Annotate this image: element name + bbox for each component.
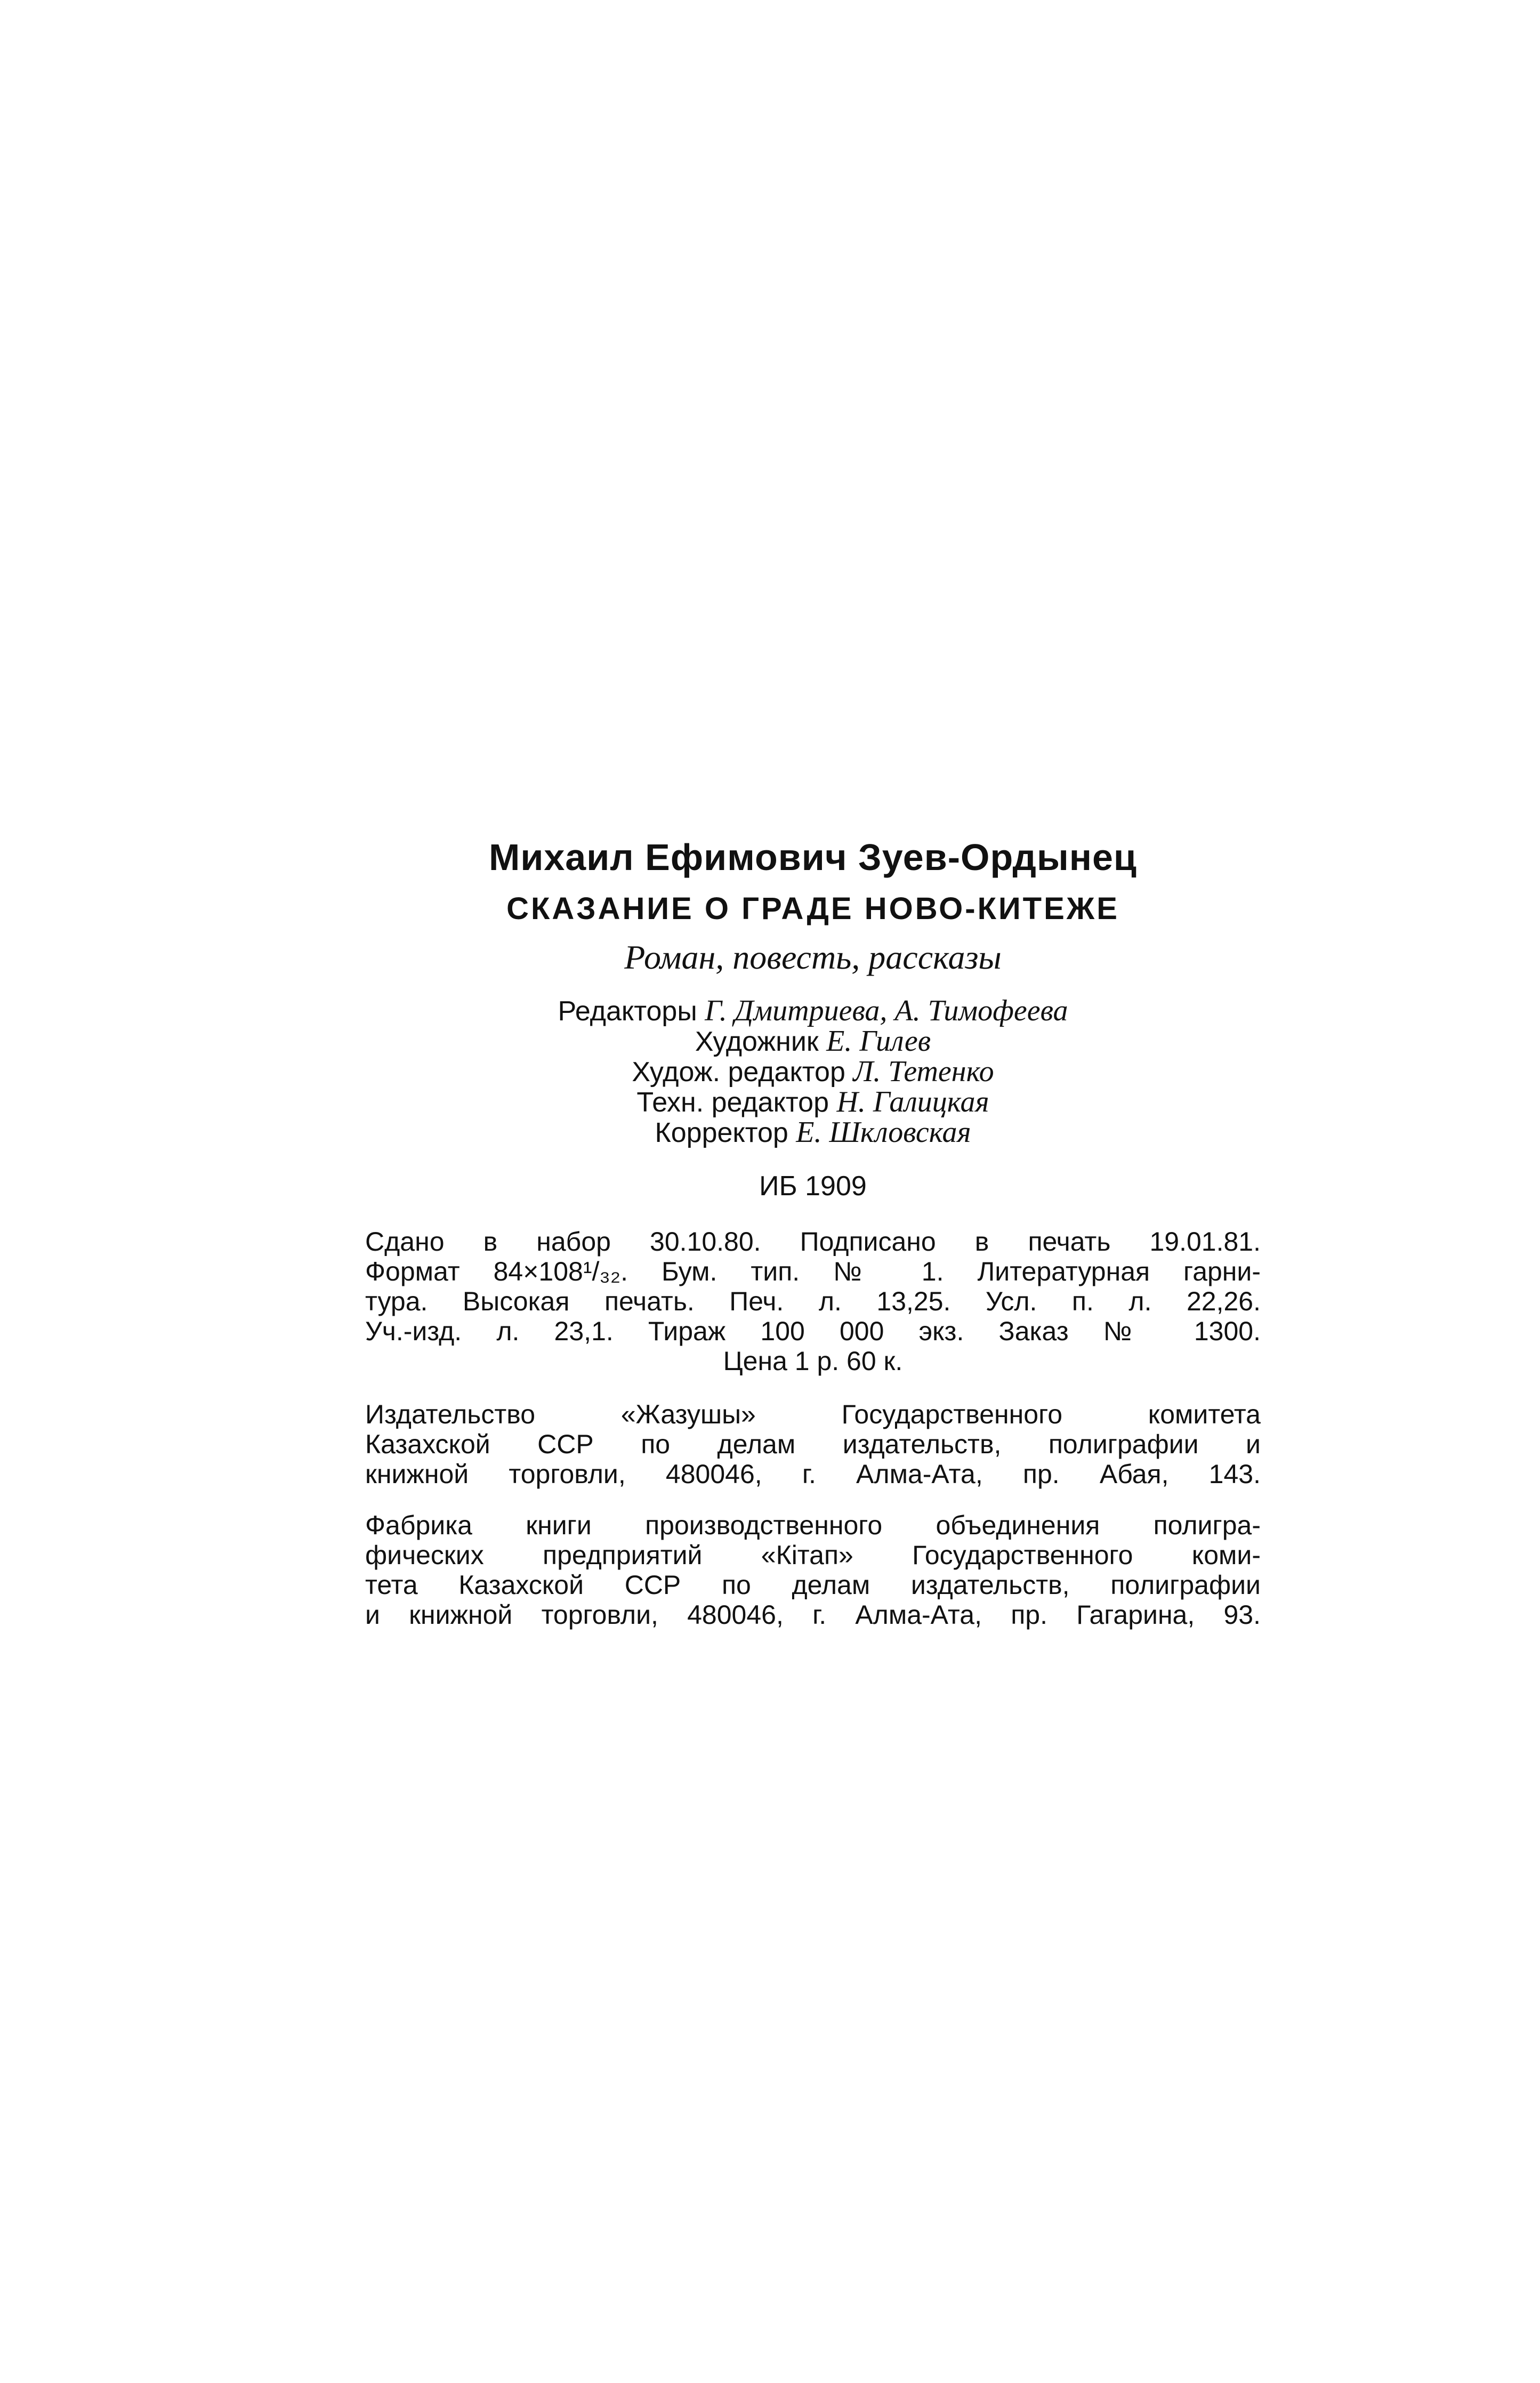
credit-editors: Редакторы Г. Дмитриева, А. Тимофеева	[558, 994, 1068, 1027]
ib-number: ИБ 1909	[759, 1171, 867, 1202]
credit-art-editor: Худож. редактор Л. Тетенко	[632, 1055, 994, 1088]
credits-list	[365, 996, 1261, 1148]
book-subtitle: Роман, повесть, рассказы	[624, 938, 1002, 976]
publisher-line: Издательство «Жазушы» Государственного комитета	[365, 1399, 1261, 1429]
factory-line: Фабрика книги производственного объединения полигра-	[365, 1510, 1261, 1540]
publisher-line: Казахской ССР по делам издательств, полиграфии и	[365, 1429, 1261, 1459]
factory-info	[365, 1510, 1261, 1630]
book-title: СКАЗАНИЕ О ГРАДЕ НОВО-КИТЕЖЕ	[506, 891, 1119, 926]
printing-line: Формат 84×108¹/₃₂. Бум. тип. № 1. Литературная гарни-	[365, 1257, 1261, 1286]
credit-tech-editor: Техн. редактор Н. Галицкая	[636, 1085, 989, 1118]
factory-line: тета Казахской ССР по делам издательств, полиграфии	[365, 1570, 1261, 1600]
printing-line: Сдано в набор 30.10.80. Подписано в печать 19.01.81.	[365, 1227, 1261, 1257]
author-name: Михаил Ефимович Зуев-Ордынец	[489, 836, 1137, 878]
credit-proofreader: Корректор Е. Шкловская	[655, 1116, 971, 1149]
factory-line: и книжной торговли, 480046, г. Алма-Ата, пр. Гагарина, 93.	[365, 1600, 1261, 1630]
colophon	[365, 832, 1261, 1630]
credit-artist: Художник Е. Гилев	[695, 1025, 931, 1058]
publisher-line: книжной торговли, 480046, г. Алма-Ата, пр. Абая, 143.	[365, 1459, 1261, 1489]
printing-line: тура. Высокая печать. Печ. л. 13,25. Усл. п. л. 22,26.	[365, 1286, 1261, 1316]
printing-line: Уч.-изд. л. 23,1. Тираж 100 000 экз. Заказ № 1300.	[365, 1316, 1261, 1346]
publisher-info	[365, 1399, 1261, 1489]
price-line: Цена 1 р. 60 к.	[723, 1346, 903, 1376]
printing-details	[365, 1227, 1261, 1376]
factory-line: фических предприятий «Кітап» Государственного коми-	[365, 1540, 1261, 1570]
